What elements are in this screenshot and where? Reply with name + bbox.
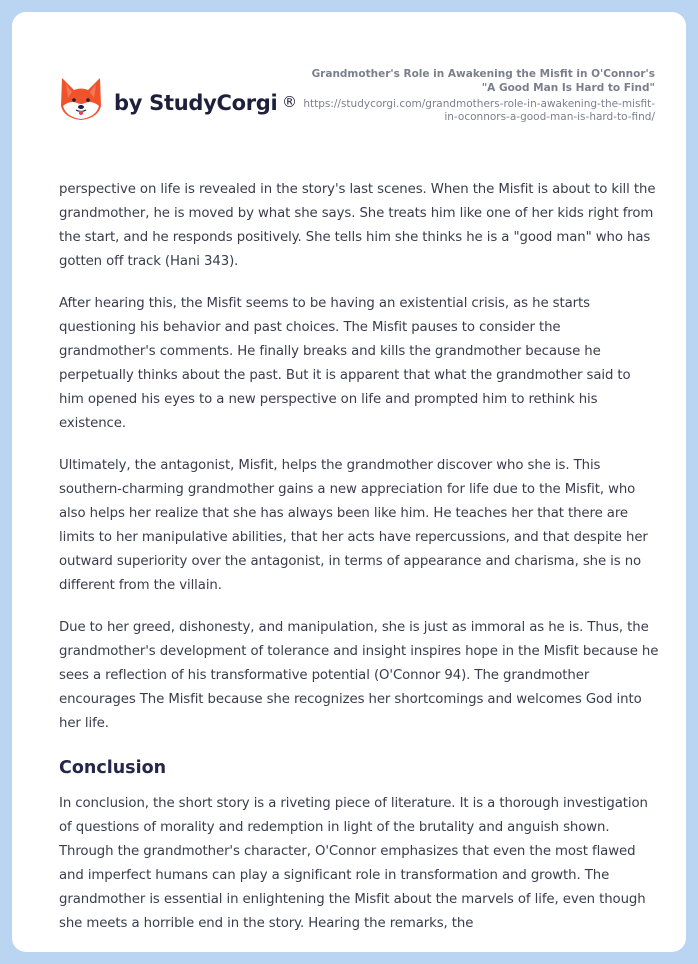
page-header	[12, 12, 686, 162]
paragraph: Due to her greed, dishonesty, and manipulation, she is just as immoral as he is. Thus, the grandmother's development of tolerance and insight inspires hope in the Misfit because he sees a reflection of his transformative potential (O'Connor 94). The grandmother encourages The Misfit because she recognizes her shortcomings and welcomes God into her life.	[59, 620, 659, 731]
paragraph: In conclusion, the short story is a riveting piece of literature. It is a thorough investigation of questions of morality and redemption in light of the brutality and anguish shown. Through the grandmother's character, O'Connor emphasizes that even the most flawed and imperfect humans can play a significant role in transformation and growth. The grandmother is essential in enlightening the Misfit about the marvels of life, even though she meets a horrible end in the story. Hearing the remarks, the	[59, 796, 648, 931]
document-title: Grandmother's Role in Awakening the Misfit in O'Connor's "A Good Man Is Hard to Find"	[311, 68, 655, 94]
section-heading-conclusion: Conclusion	[59, 758, 167, 778]
paragraph: After hearing this, the Misfit seems to be having an existential crisis, as he starts questioning his behavior and past choices. The Misfit pauses to consider the grandmother's comments. He finally breaks and kills the grandmother because he perpetually thinks about the past. But it is apparent that what the grandmother said to him opened his eyes to a new perspective on life and prompted him to rethink his existence.	[59, 296, 631, 431]
registered-mark: ®	[282, 93, 297, 111]
document-meta	[295, 67, 655, 124]
document-url[interactable]: https://studycorgi.com/grandmothers-role-in-awakening-the-misfit-in-oconnors-a-good-man-is-hard-to-find/	[303, 98, 655, 123]
paragraph: Ultimately, the antagonist, Misfit, helps the grandmother discover who she is. This southern-charming grandmother gains a new appreciation for life due to the Misfit, who also helps her realize that she has always been like him. He teaches her that there are limits to her manipulative abilities, that her acts have repercussions, and that despite her outward superiority over the antagonist, in terms of appearance and charisma, she is no different from the villain.	[59, 458, 648, 593]
document-page	[12, 12, 686, 952]
studycorgi-logo[interactable]	[60, 76, 297, 122]
paragraph: perspective on life is revealed in the story's last scenes. When the Misfit is about to kill the grandmother, he is moved by what she says. She treats him like one of her kids right from the start, and he responds positively. She tells him she thinks he is a "good man" who has gotten off track (Hani 343).	[59, 182, 656, 269]
corgi-icon	[60, 76, 102, 122]
brand-name: by StudyCorgi	[114, 91, 278, 115]
article-body	[59, 178, 659, 952]
